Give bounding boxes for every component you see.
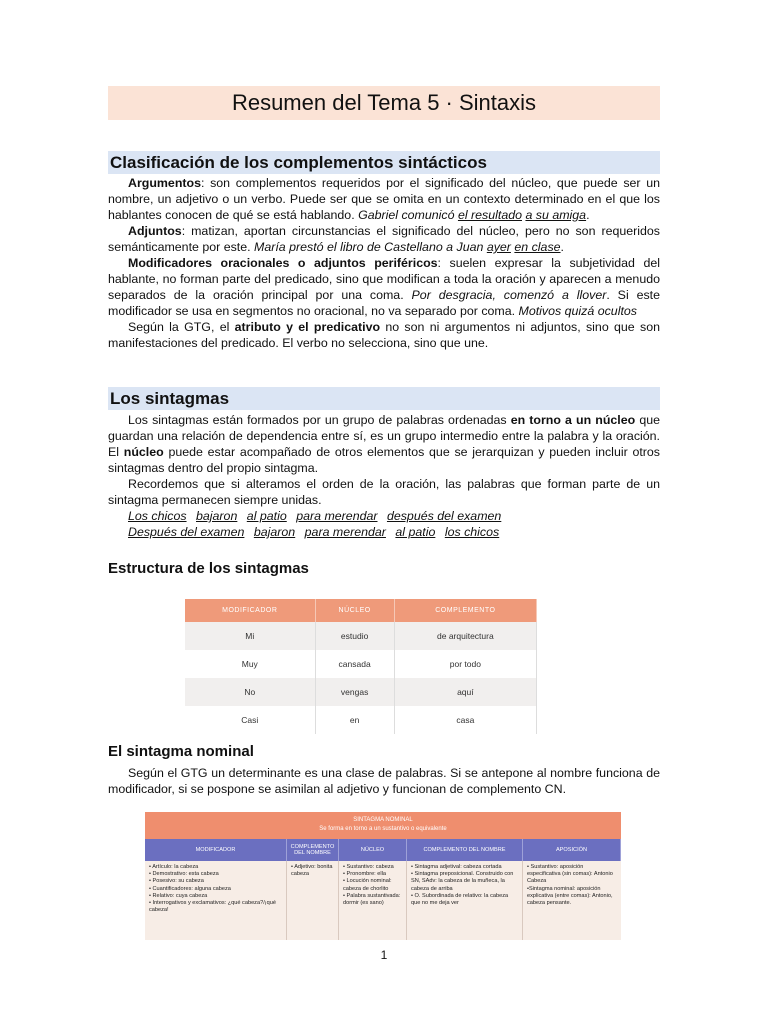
nominal-col-aposicion: • Sustantivo: aposición especificativa (sin comas): Antonio Cabeza •Sintagma nominal: aposición explicativa (entre comas): Antonio, cabeza pensante. — [527, 864, 613, 907]
paragraph-gtg: Según la GTG, el atributo y el predicativo no son ni argumentos ni adjuntos, sino que son manifestaciones del predicado. El verbo no selecciona, sino que une. — [108, 320, 660, 350]
table-header: COMPLEMENTO — [394, 599, 536, 622]
nominal-table-body — [145, 861, 621, 940]
nominal-col-cn2: • Sintagma adjetival: cabeza cortada • Sintagma preposicional. Construido con SN, SAdv: la cabeza de la muñeca, la cabeza de arriba • O. Subordinada de relativo: la cabeza que no me deja ver — [407, 861, 523, 940]
table-header: NÚCLEO — [315, 599, 394, 622]
table-row: Casi en casa — [185, 706, 537, 734]
nominal-col-nucleo: • Sustantivo: cabeza • Pronombre: ella • Locución nominal: cabeza de chorlito • Palabra sustantivada: dormir (es sano) — [339, 861, 407, 940]
section-heading-estructura: Estructura de los sintagmas — [108, 560, 309, 577]
paragraph-modificadores: Modificadores oracionales o adjuntos periféricos: suelen expresar la subjetividad del hablante, no forman parte del predicado, sino que modifican a toda la oración y aparecen a menudo separados de la oración principal por una coma. Por desgracia, comenzó a llover. Si este modificador se usa en segmentos no oracional, no va separado por coma. Motivos quizá ocultos — [108, 256, 661, 318]
nominal-table-columns: MODIFICADOR COMPLEMENTO DEL NOMBRE NÚCLEO COMPLEMENTO DEL NOMBRE APOSICIÓN — [145, 839, 621, 861]
table-row: Mi estudio de arquitectura — [185, 622, 537, 650]
section-heading-nominal: El sintagma nominal — [108, 743, 254, 760]
example-line-2: Después del examen bajaron para merendar al patio los chicos — [128, 525, 500, 539]
paragraph-sintagmas-def: Los sintagmas están formados por un grupo de palabras ordenadas en torno a un núcleo que guardan una relación de dependencia entre sí, es un grupo intermedio entre la palabra y la oración. El núcleo puede estar acompañado de otros elementos que se jerarquizan y pueden incluir otros sintagmas dentro del propio sintagma. — [108, 413, 660, 475]
section-body-sintagmas — [108, 412, 660, 540]
section-heading-clasificacion: Clasificación de los complementos sintácticos — [108, 151, 660, 174]
paragraph-adjuntos: Adjuntos: matizan, aportan circunstancias el significado del núcleo, pero no son requeridos semánticamente por este. María prestó el libro de Castellano a Juan ayer en clase. — [108, 224, 660, 254]
table-header: MODIFICADOR — [185, 599, 315, 622]
page-number: 1 — [380, 948, 388, 962]
nominal-table-header: SINTAGMA NOMINAL Se forma en torno a un sustantivo o equivalente — [145, 812, 621, 839]
nominal-col-cn1: • Adjetivo: bonita cabeza — [287, 861, 339, 940]
table-row: Muy cansada por todo — [185, 650, 537, 678]
structure-table — [185, 599, 537, 734]
section-body-nominal: Según el GTG un determinante es una clase de palabras. Si se antepone al nombre funciona de modificador, si se pospone se asimilan al adjetivo y funcionan de complemento CN. — [108, 766, 660, 796]
section-heading-sintagmas: Los sintagmas — [108, 387, 660, 410]
nominal-table — [145, 812, 621, 940]
section-body-clasificacion — [108, 175, 660, 351]
example-line-1: Los chicos bajaron al patio para merendar después del examen — [128, 509, 502, 523]
paragraph-argumentos: Argumentos: son complementos requeridos por el significado del núcleo, que puede ser un nombre, un adjetivo o un verbo. Puede ser que se omita en un contexto determinado en el que los hablantes conocen de qué se está hablando. Gabriel comunicó el resultado a su amiga. — [108, 176, 660, 222]
table-row: No vengas aquí — [185, 678, 537, 706]
nominal-col-modificador: • Artículo: la cabeza • Demostrativo: esta cabeza • Posesivo: su cabeza • Cuantificadores: alguna cabeza • Relativo: cuya cabeza • Interrogativos y exclamativos: ¿qué cabeza?/¡qué cabeza! — [145, 861, 287, 940]
paragraph-orden: Recordemos que si alteramos el orden de la oración, las palabras que forman parte de un sintagma permanecen siempre unidas. — [108, 477, 660, 507]
page-title: Resumen del Tema 5 · Sintaxis — [108, 86, 660, 120]
